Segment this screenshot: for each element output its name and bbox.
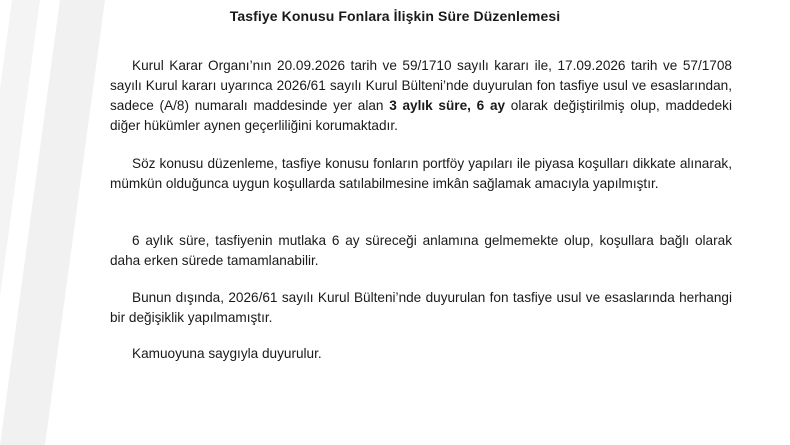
document-title: Tasfiye Konusu Fonlara İlişkin Süre Düzenlemesi [229, 8, 561, 24]
paragraph-3 [110, 231, 732, 271]
paragraph-4-text: Bunun dışında, 2026/61 sayılı Kurul Bülteni’nde duyurulan fon tasfiye usul ve esaslarında herhangi bir değişiklik yapılmamıştır. [110, 290, 732, 325]
paragraph-1 [110, 56, 732, 136]
paragraph-2-text: Söz konusu düzenleme, tasfiye konusu fonların portföy yapıları ile piyasa koşulları dikkate alınarak, mümkün olduğunca uygun koşullarda satılabilmesine imkân sağlamak amacıyla yapılmıştır. [110, 156, 732, 191]
paragraph-5-text: Kamuoyuna saygıyla duyurulur. [132, 346, 322, 361]
bold-period-new: 6 ay [476, 98, 506, 113]
paragraph-1-text: Kurul Karar Organı’nın 20.09.2026 tarih ve 59/1710 sayılı kararı ile, 17.09.2026 tarih ve 57/1708 sayılı Kurul kararı uyarınca 2026/61 sayılı Kurul Bülteni’nde duyurulan fon tasfiye usul ve esaslarından, sadece (A/8) numaralı maddesinde yer alan [110, 58, 732, 113]
paragraph-3-text: 6 aylık süre, tasfiyenin mutlaka 6 ay süreceği anlamına gelmemekte olup, koşullara bağlı olarak daha erken sürede tamamlanabilir. [110, 233, 732, 268]
paragraph-2 [110, 154, 732, 194]
paragraph-4 [110, 288, 732, 328]
paragraph-1-text-end: olarak değiştirilmiş olup, maddedeki diğer hükümler aynen geçerliliğini korumaktadır. [110, 98, 732, 133]
paragraph-5 [110, 344, 732, 364]
bold-separator: , [467, 98, 477, 113]
bold-period-old: 3 aylık süre [389, 98, 468, 113]
